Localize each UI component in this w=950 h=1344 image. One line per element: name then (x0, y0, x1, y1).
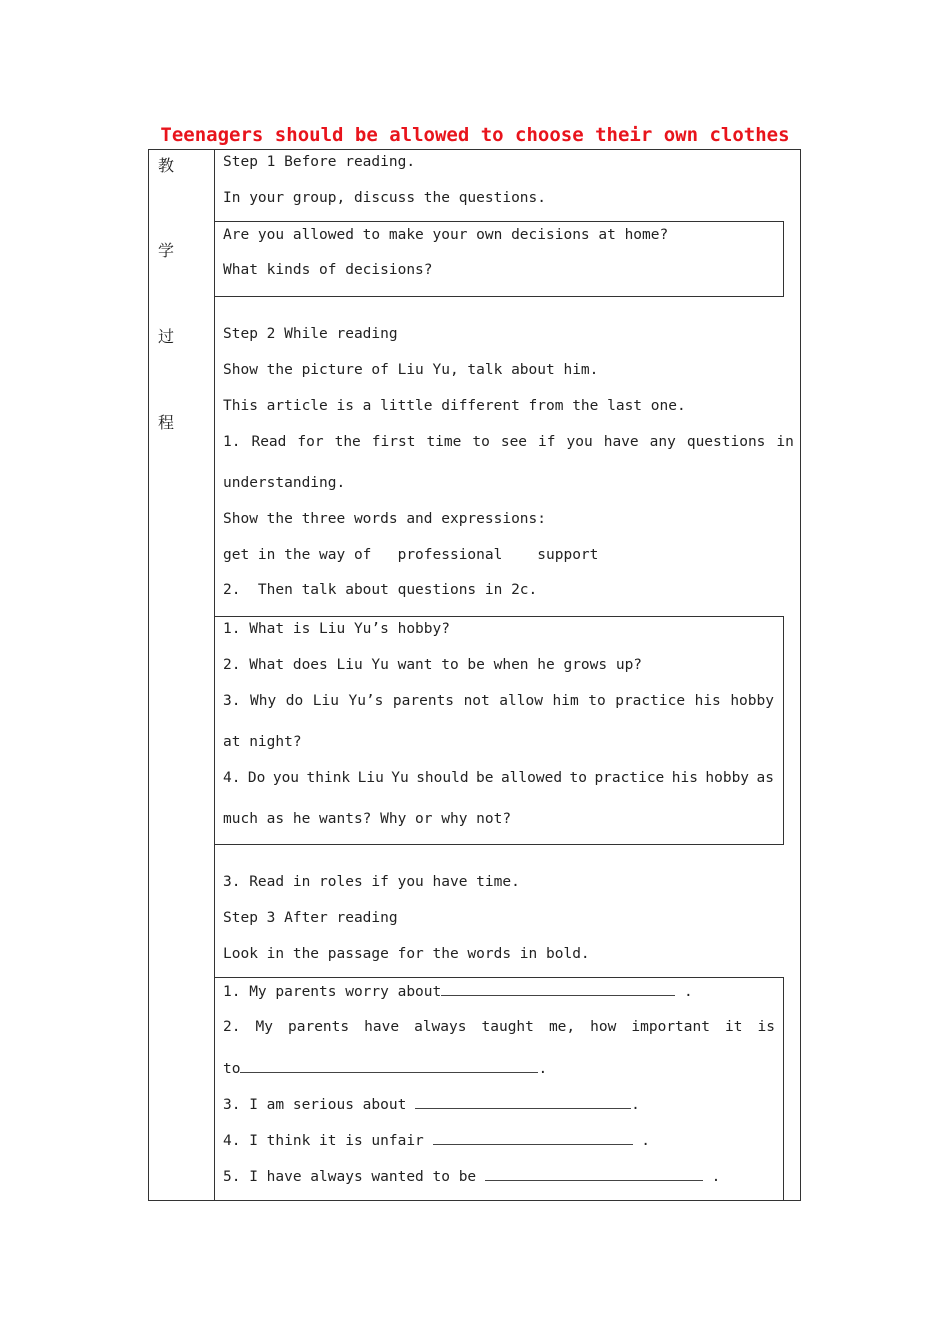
word: taught (481, 1019, 534, 1035)
answer-blank[interactable] (441, 983, 675, 996)
word: have (603, 434, 639, 450)
word: be (476, 770, 494, 786)
word: parents (392, 693, 455, 709)
fill-item-cont: to . (223, 1061, 548, 1077)
reading-task-1 (223, 434, 794, 450)
word: hobby (730, 693, 774, 709)
word: Read (251, 434, 287, 450)
word: time (426, 434, 462, 450)
side-label-char: 教 (158, 156, 175, 175)
word: is (757, 1019, 775, 1035)
word: 3. (223, 693, 241, 709)
question-item (223, 770, 774, 786)
word: his (671, 770, 698, 786)
word: important (631, 1019, 710, 1035)
word: hobby (705, 770, 750, 786)
answer-blank[interactable] (240, 1060, 538, 1073)
word: My (255, 1019, 273, 1035)
word: how (590, 1019, 617, 1035)
question-item: 2. What does Liu Yu want to be when he grows up? (223, 657, 643, 673)
step3-heading: Step 3 After reading (223, 910, 398, 926)
word: should (416, 770, 469, 786)
question-item (223, 693, 774, 709)
word: Yu’s (348, 693, 384, 709)
word: in (776, 434, 794, 450)
fill-item: 4. I think it is unfair . (223, 1133, 650, 1149)
step2-heading: Step 2 While reading (223, 326, 398, 342)
side-label-char: 程 (158, 413, 175, 432)
word: questions (686, 434, 766, 450)
word: for (297, 434, 324, 450)
word: you (566, 434, 593, 450)
word: as (756, 770, 774, 786)
word: practice (594, 770, 665, 786)
step1-instruction: In your group, discuss the questions. (223, 190, 547, 206)
word: not (463, 693, 490, 709)
word: him (552, 693, 579, 709)
word: Liu (357, 770, 384, 786)
word: it (725, 1019, 743, 1035)
word: have (364, 1019, 400, 1035)
answer-blank[interactable] (485, 1168, 703, 1181)
reading-task-2: 2. Then talk about questions in 2c. (223, 582, 538, 598)
expressions-list: get in the way of professional support (223, 547, 599, 563)
side-label-char: 过 (158, 327, 175, 346)
word: see (500, 434, 528, 450)
fill-item (223, 1019, 775, 1035)
word: do (285, 693, 304, 709)
word: 4. (223, 770, 241, 786)
reading-task-3: 3. Read in roles if you have time. (223, 874, 520, 890)
word: practice (615, 693, 686, 709)
article-note: This article is a little different from the last one. (223, 398, 686, 414)
question-item-cont: at night? (223, 734, 302, 750)
step1-heading: Step 1 Before reading. (223, 154, 416, 170)
word: first (371, 434, 416, 450)
reading-task-1-cont: understanding. (223, 475, 346, 491)
word: you (272, 770, 300, 786)
question-item: 1. What is Liu Yu’s hobby? (223, 621, 450, 637)
discussion-question: Are you allowed to make your own decisions at home? (223, 227, 669, 243)
word: allowed (500, 770, 563, 786)
word: always (414, 1019, 467, 1035)
fill-item: 5. I have always wanted to be . (223, 1169, 721, 1185)
question-item-cont: much as he wants? Why or why not? (223, 811, 512, 827)
page-title: Teenagers should be allowed to choose their own clothes (160, 124, 790, 146)
fill-item: 1. My parents worry about . (223, 984, 693, 1000)
word: Do (247, 770, 266, 786)
word: parents (288, 1019, 350, 1035)
word: Liu (312, 693, 339, 709)
word: Yu (391, 770, 409, 786)
answer-blank[interactable] (433, 1132, 633, 1145)
word: me, (548, 1019, 576, 1035)
show-picture-text: Show the picture of Liu Yu, talk about him. (223, 362, 599, 378)
side-label-char: 学 (158, 241, 175, 260)
word: think (306, 770, 351, 786)
step3-instruction: Look in the passage for the words in bold. (223, 946, 590, 962)
word: to (569, 770, 587, 786)
answer-blank[interactable] (415, 1096, 631, 1109)
discussion-question: What kinds of decisions? (223, 262, 433, 278)
word: to (472, 434, 490, 450)
fill-item: 3. I am serious about . (223, 1097, 640, 1113)
word: the (334, 434, 361, 450)
word: Why (250, 693, 277, 709)
word: any (649, 434, 676, 450)
show-words-text: Show the three words and expressions: (223, 511, 547, 527)
word: 1. (223, 434, 241, 450)
word: if (538, 434, 556, 450)
word: 2. (223, 1019, 241, 1035)
word: to (588, 693, 606, 709)
word: his (694, 693, 721, 709)
word: allow (499, 693, 543, 709)
